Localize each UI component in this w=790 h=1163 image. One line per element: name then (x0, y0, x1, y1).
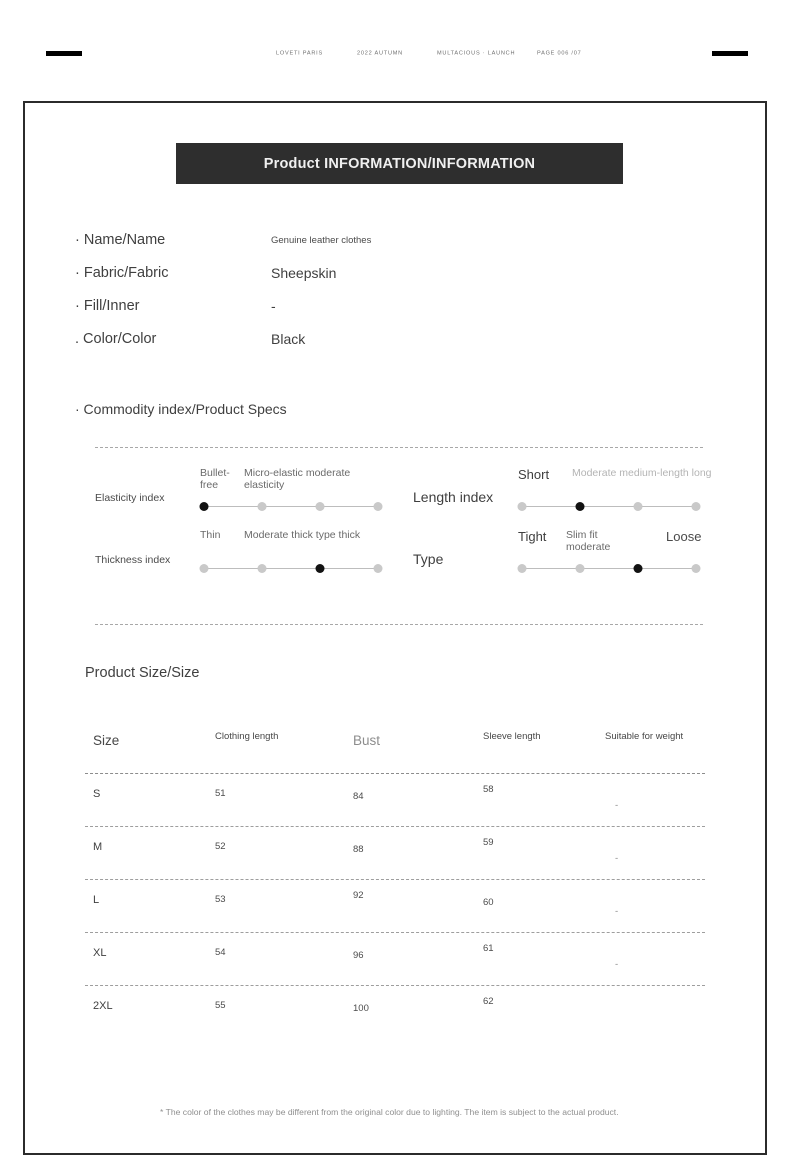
cell-suitable-weight: - (615, 800, 619, 811)
slider-dot-4[interactable] (692, 564, 701, 573)
slider-dot-1[interactable] (518, 564, 527, 573)
cell-clothing-length: 55 (215, 1000, 226, 1011)
index-type (413, 527, 703, 589)
slider-dot-1[interactable] (518, 502, 527, 511)
header-meta-row (276, 49, 582, 57)
cell-clothing-length: 51 (215, 788, 226, 799)
index-elasticity (95, 465, 385, 527)
slider-track (520, 506, 698, 507)
attribute-value-color: Black (271, 331, 306, 347)
cell-sleeve-length: 61 (483, 943, 494, 954)
disclaimer-note: * The color of the clothes may be different from the original color due to lighting. The item is subject to the actual product. (160, 1107, 619, 1117)
attribute-label-fabric: · Fabric/Fabric (75, 265, 169, 281)
slider-dot-1[interactable] (200, 502, 209, 511)
cell-size: L (93, 894, 100, 906)
cell-suitable-weight: - (615, 906, 619, 917)
scale-label-low: Thin (200, 529, 221, 541)
cell-clothing-length: 54 (215, 947, 226, 958)
index-length-scale-labels (518, 467, 712, 497)
index-thickness (95, 527, 385, 589)
attribute-value-fabric: Sheepskin (271, 265, 337, 281)
table-row (85, 827, 705, 880)
attribute-label-name: · Name/Name (75, 232, 166, 248)
scale-label-low: Bullet-free (200, 467, 230, 492)
scale-label-mid: Micro-elastic moderate elasticity (244, 467, 351, 492)
slider-dot-3[interactable] (634, 564, 643, 573)
index-type-scale-labels (518, 529, 708, 559)
product-info-sheet (23, 101, 767, 1155)
column-header-clothing-length: Clothing length (215, 731, 279, 742)
scale-label-mid: Slim fit moderate (566, 529, 611, 554)
index-thickness-scale-labels (200, 529, 390, 559)
index-length-label: Length index (413, 489, 494, 505)
slider-dot-2[interactable] (258, 502, 267, 511)
page-title: Product INFORMATION/INFORMATION (263, 155, 536, 172)
page-running-header (0, 0, 790, 101)
cell-size: M (93, 841, 103, 853)
table-row (85, 933, 705, 986)
slider-dot-4[interactable] (692, 502, 701, 511)
cell-sleeve-length: 60 (483, 897, 494, 908)
cell-sleeve-length: 58 (483, 784, 494, 795)
column-header-size: Size (93, 733, 120, 748)
slider-dot-2[interactable] (258, 564, 267, 573)
attribute-row-fill (75, 298, 495, 331)
attribute-value-fill: - (271, 298, 276, 314)
index-elasticity-slider[interactable] (200, 465, 385, 527)
attribute-row-fabric (75, 265, 495, 298)
cell-clothing-length: 52 (215, 841, 226, 852)
size-table-header-row (85, 715, 705, 774)
cell-size: 2XL (93, 1000, 113, 1012)
column-header-sleeve-length: Sleeve length (483, 731, 541, 742)
table-row (85, 774, 705, 827)
scale-label-low: Tight (518, 529, 547, 544)
scale-label-high: Loose (666, 529, 702, 544)
product-size-heading: Product Size/Size (85, 665, 200, 681)
scale-label-mid: Moderate medium-length long (572, 467, 712, 479)
cell-bust: 100 (353, 1003, 369, 1014)
index-length-slider[interactable] (518, 465, 712, 527)
slider-track (202, 506, 380, 507)
index-type-slider[interactable] (518, 527, 703, 589)
commodity-index-heading: · Commodity index/Product Specs (75, 401, 287, 417)
cell-bust: 84 (353, 791, 364, 802)
slider-dot-2[interactable] (576, 502, 585, 511)
attribute-label-color: . Color/Color (75, 331, 157, 347)
cell-bust: 96 (353, 950, 364, 961)
header-meta-season: 2022 AUTUMN (356, 49, 403, 57)
slider-dot-4[interactable] (374, 502, 383, 511)
attribute-value-name: Genuine leather clothes (271, 235, 372, 246)
scale-label-low: Short (518, 467, 550, 482)
index-type-label: Type (413, 551, 444, 567)
cell-sleeve-length: 59 (483, 837, 494, 848)
divider-bottom (95, 624, 703, 625)
attribute-row-color (75, 331, 495, 364)
slider-dot-1[interactable] (200, 564, 209, 573)
header-meta-collection: MULTACIOUS · LAUNCH (436, 49, 515, 57)
slider-track (202, 568, 380, 569)
product-information-banner (176, 143, 623, 184)
header-meta-page: PAGE 006 /07 (537, 49, 582, 57)
slider-track (520, 568, 698, 569)
header-rule-right (712, 51, 748, 56)
index-length (413, 465, 712, 527)
cell-bust: 88 (353, 844, 364, 855)
table-row (85, 986, 705, 1038)
slider-dot-2[interactable] (576, 564, 585, 573)
index-elasticity-scale-labels (200, 467, 390, 497)
cell-clothing-length: 53 (215, 894, 226, 905)
table-row (85, 880, 705, 933)
attribute-label-fill: · Fill/Inner (75, 298, 140, 314)
index-elasticity-label: Elasticity index (95, 492, 165, 504)
slider-dot-3[interactable] (316, 564, 325, 573)
index-thickness-label: Thickness index (95, 554, 171, 566)
column-header-suitable-weight: Suitable for weight (605, 731, 684, 742)
size-table (85, 715, 705, 1038)
column-header-bust: Bust (353, 733, 381, 748)
cell-size: XL (93, 947, 107, 959)
slider-dot-3[interactable] (634, 502, 643, 511)
index-thickness-slider[interactable] (200, 527, 385, 589)
header-rule-left (46, 51, 82, 56)
cell-size: S (93, 788, 101, 800)
divider-top (95, 447, 703, 448)
cell-bust: 92 (353, 890, 364, 901)
scale-label-mid: Moderate thick type thick (244, 529, 361, 541)
slider-dot-3[interactable] (316, 502, 325, 511)
cell-sleeve-length: 62 (483, 996, 494, 1007)
product-attribute-list (75, 232, 495, 364)
cell-suitable-weight: - (615, 853, 619, 864)
attribute-row-name (75, 232, 495, 265)
header-meta-brand: LOVETI PARIS (276, 49, 323, 57)
cell-suitable-weight: - (615, 959, 619, 970)
slider-dot-4[interactable] (374, 564, 383, 573)
